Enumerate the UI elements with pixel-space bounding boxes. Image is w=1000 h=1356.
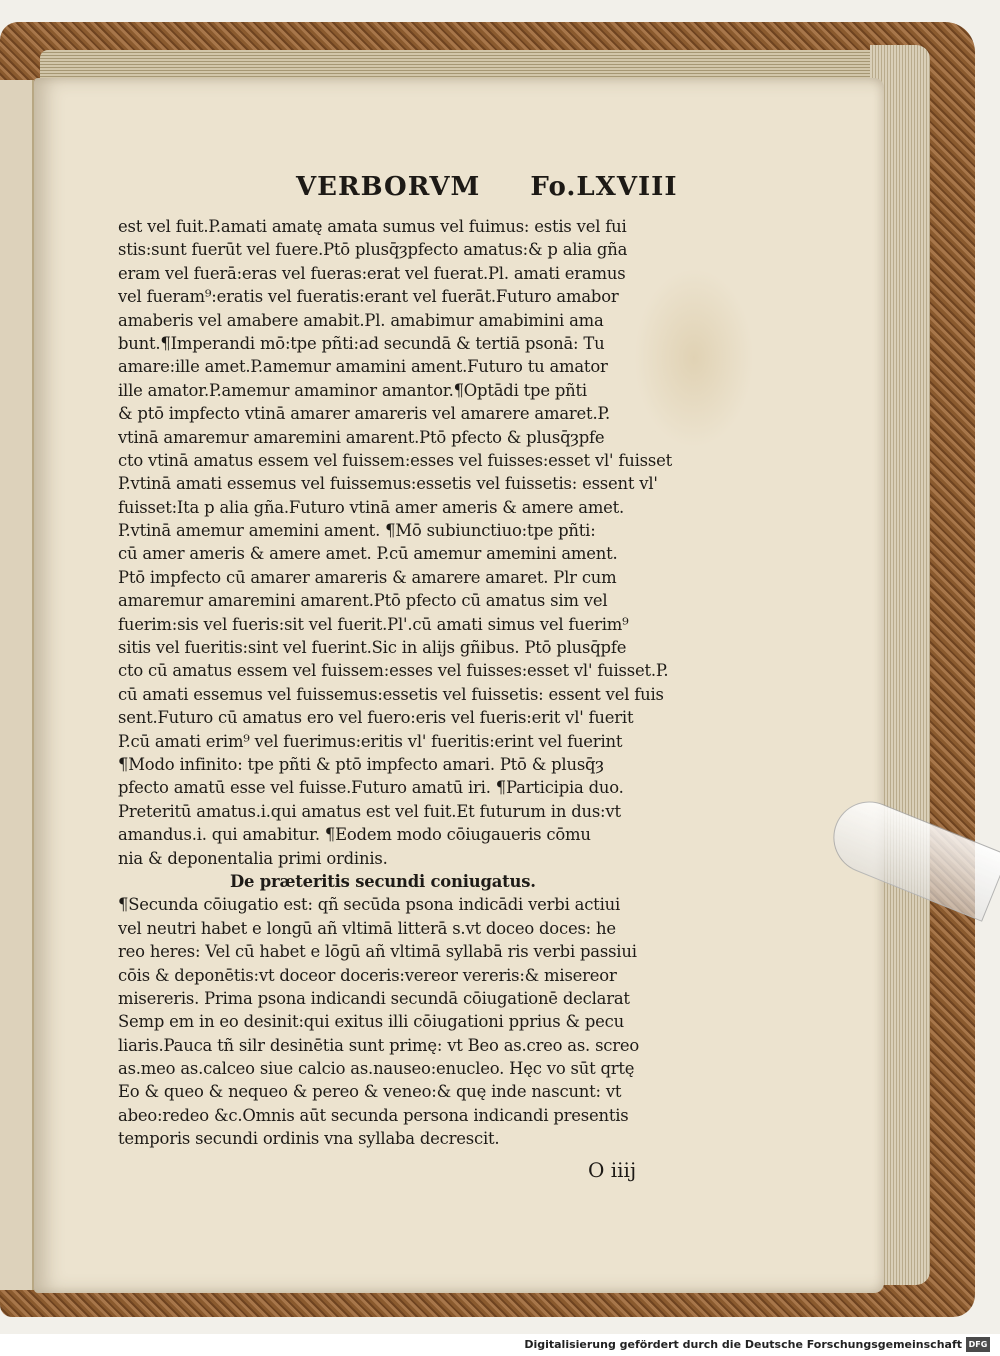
- text-line: stis:sunt fuerūt vel fuere.Ptō plusq̄ȝpfecto amatus:& p alia gña: [118, 240, 628, 260]
- text-line: cōis & deponētis:vt doceor doceris:vereor vereris:& misereor: [118, 965, 617, 985]
- text-line: est vel fuit.P.amati amatę amata sumus vel fuimus: estis vel fui: [118, 217, 627, 236]
- text-block: [118, 215, 703, 1151]
- text-line: fuerim:sis vel fueris:sit vel fuerit.Pl'.cū amati simus vel fuerim⁹: [118, 614, 629, 634]
- text-line: Semp em in eo desinit:qui exitus illi cōiugationi pprius & pecu: [118, 1012, 624, 1032]
- text-line: Ptō impfecto cū amarer amareris & amarere amaret. Plr cum: [118, 567, 617, 587]
- folio-number: Fo.LXVIII: [530, 172, 678, 202]
- text-line: Preteritū amatus.i.qui amatus est vel fuit.Et futurum in dus:vt: [118, 801, 621, 821]
- text-line: nia & deponentalia primi ordinis.: [118, 848, 388, 868]
- text-line: vtinā amaremur amaremini amarent.Ptō pfecto & plusq̄ȝpfe: [118, 427, 605, 447]
- text-line: cto vtinā amatus essem vel fuissem:esses vel fuisses:esset vl' fuisset: [118, 450, 672, 470]
- dfg-logo: DFG: [966, 1337, 990, 1352]
- text-line: & ptō impfecto vtinā amarer amareris vel amarere amaret.P.: [118, 404, 610, 424]
- text-line: cto cū amatus essem vel fuissem:esses vel fuisses:esset vl' fuisset.P.: [118, 661, 669, 681]
- text-line: reo heres: Vel cū habet e lōgū añ vltimā syllabā ris verbi passiui: [118, 942, 637, 962]
- text-line: as.meo as.calceo siue calcio as.nauseo:enucleo. Hęc vo sūt qrtę: [118, 1059, 635, 1079]
- running-header: [296, 172, 678, 202]
- left-page-edge: [0, 80, 34, 1290]
- text-line: fuisset:Ita p alia gña.Futuro vtinā amer ameris & amere amet.: [118, 497, 625, 517]
- text-line: P.cū amati erim⁹ vel fuerimus:eritis vl' fueritis:erint vel fuerint: [118, 731, 623, 751]
- running-title: VERBORVM: [296, 172, 481, 202]
- text-line: P.vtinā amati essemus vel fuissemus:essetis vel fuissetis: essent vl': [118, 474, 658, 494]
- text-line: amandus.i. qui amabitur. ¶Eodem modo cōiugaueris cōmu: [118, 825, 591, 845]
- text-line: eram vel fuerā:eras vel fueras:erat vel fuerat.Pl. amati eramus: [118, 263, 626, 283]
- text-line: liaris.Pauca tñ silr desinētia sunt primę: vt Beo as.creo as. screo: [118, 1035, 640, 1055]
- text-line: sent.Futuro cū amatus ero vel fuero:eris vel fueris:erit vl' fuerit: [118, 708, 634, 728]
- section-heading: De præteritis secundi coniugatus.: [230, 871, 536, 891]
- text-line: ¶Secunda cōiugatio est: qñ secūda psona indicādi verbi actiui: [118, 895, 621, 915]
- text-line: amare:ille amet.P.amemur amamini ament.Futuro tu amator: [118, 357, 608, 377]
- text-line: amaberis vel amabere amabit.Pl. amabimur amabimini ama: [118, 310, 604, 330]
- text-line: abeo:redeo &c.Omnis aūt secunda persona indicandi presentis: [118, 1105, 629, 1125]
- funding-credit: Digitalisierung gefördert durch die Deutsche Forschungsgemeinschaft: [524, 1338, 962, 1351]
- text-line: sitis vel fueritis:sint vel fuerint.Sic in alijs gñibus. Ptō plusq̄pfe: [118, 638, 627, 658]
- text-line: Eo & queo & nequeo & pereo & veneo:& quę inde nascunt: vt: [118, 1082, 622, 1102]
- text-line: cū amer ameris & amere amet. P.cū amemur amemini ament.: [118, 544, 618, 564]
- text-line: amaremur amaremini amarent.Ptō pfecto cū amatus sim vel: [118, 591, 608, 611]
- text-line: misereris. Prima psona indicandi secundā cōiugationē declarat: [118, 988, 630, 1008]
- text-line: cū amati essemus vel fuissemus:essetis vel fuissetis: essent vel fuis: [118, 684, 664, 704]
- text-line: pfecto amatū esse vel fuisse.Futuro amatū iri. ¶Participia duo.: [118, 778, 624, 798]
- text-line: temporis secundi ordinis vna syllaba decrescit.: [118, 1129, 500, 1149]
- text-line: vel neutri habet e longū añ vltimā litterā s.vt doceo doces: he: [118, 918, 616, 938]
- text-line: bunt.¶Imperandi mō:tpe pñti:ad secundā & tertiā psonā: Tu: [118, 333, 605, 353]
- text-line: P.vtinā amemur amemini ament. ¶Mō subiunctiuo:tpe pñti:: [118, 521, 596, 541]
- text-line: vel fueram⁹:eratis vel fueratis:erant vel fuerāt.Futuro amabor: [118, 287, 619, 307]
- text-line: ¶Modo infinito: tpe pñti & ptō impfecto amari. Ptō & plusq̄ȝ: [118, 754, 604, 774]
- footer-bar: [0, 1334, 1000, 1356]
- signature-mark: O iiij: [588, 1158, 637, 1182]
- text-line: ille amator.P.amemur amaminor amantor.¶Optādi tpe pñti: [118, 380, 587, 400]
